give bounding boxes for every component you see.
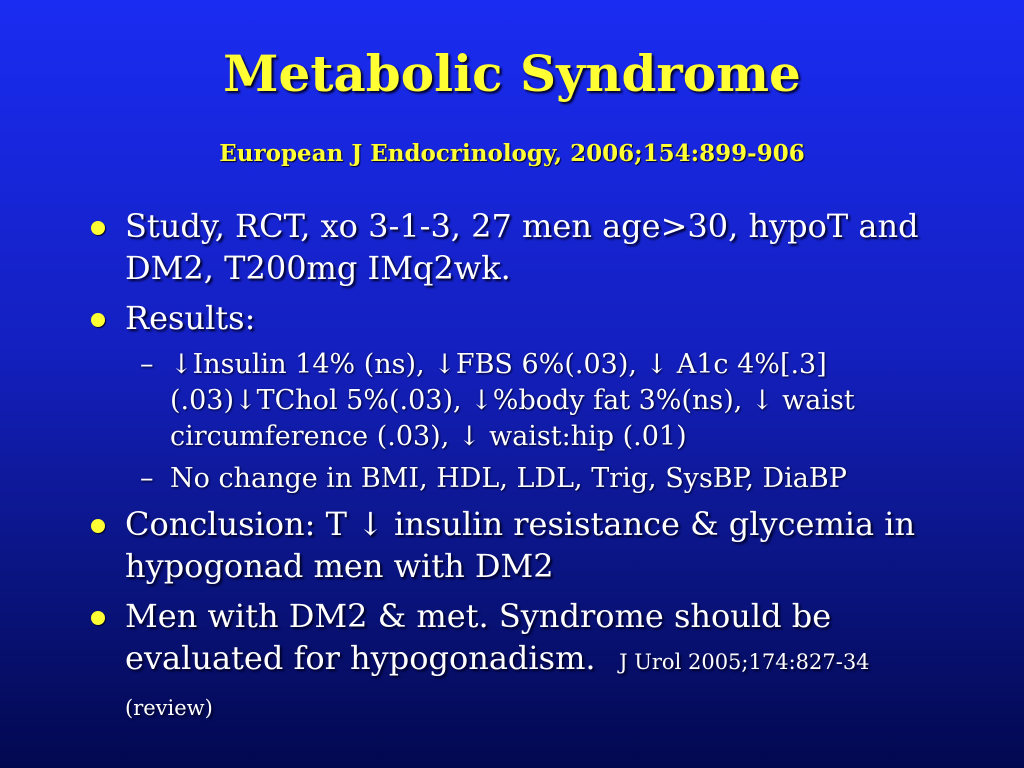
bullet-text: Study, RCT, xo 3-1-3, 27 men age>30, hypoT and DM2, T200mg IMq2wk.	[125, 207, 919, 287]
slide-title: Metabolic Syndrome	[223, 44, 801, 103]
sub-bullet-no-change	[85, 461, 955, 497]
slide-subtitle: European J Endocrinology, 2006;154:899-906	[219, 140, 805, 167]
sub-bullet-text: ↓Insulin 14% (ns), ↓FBS 6%(.03), ↓ A1c 4%[.3](.03)↓TChol 5%(.03), ↓%body fat 3%(ns), ↓ waist circumference (.03), ↓ waist:hip (.01)	[170, 349, 855, 452]
bullet-dot-icon	[91, 221, 105, 235]
bullet-study	[85, 205, 955, 289]
bullet-dot-icon	[91, 611, 105, 625]
bullet-conclusion	[85, 503, 955, 587]
dash-icon: –	[140, 463, 154, 494]
bullet-results	[85, 297, 955, 339]
bullet-text: Conclusion: T ↓ insulin resistance & glycemia in hypogonad men with DM2	[125, 505, 916, 585]
bullet-text: Results:	[125, 299, 256, 337]
dash-icon: –	[140, 349, 154, 380]
bullet-text: Men with DM2 & met. Syndrome should be evaluated for hypogonadism.	[125, 597, 832, 677]
sub-bullet-changes	[85, 347, 955, 455]
bullet-dot-icon	[91, 313, 105, 327]
sub-bullet-text: No change in BMI, HDL, LDL, Trig, SysBP, DiaBP	[170, 463, 847, 494]
reference-citation: J Urol 2005;174:827-34 (review)	[125, 650, 870, 720]
bullet-dot-icon	[91, 519, 105, 533]
bullet-list	[85, 205, 955, 737]
bullet-recommendation	[85, 595, 955, 729]
